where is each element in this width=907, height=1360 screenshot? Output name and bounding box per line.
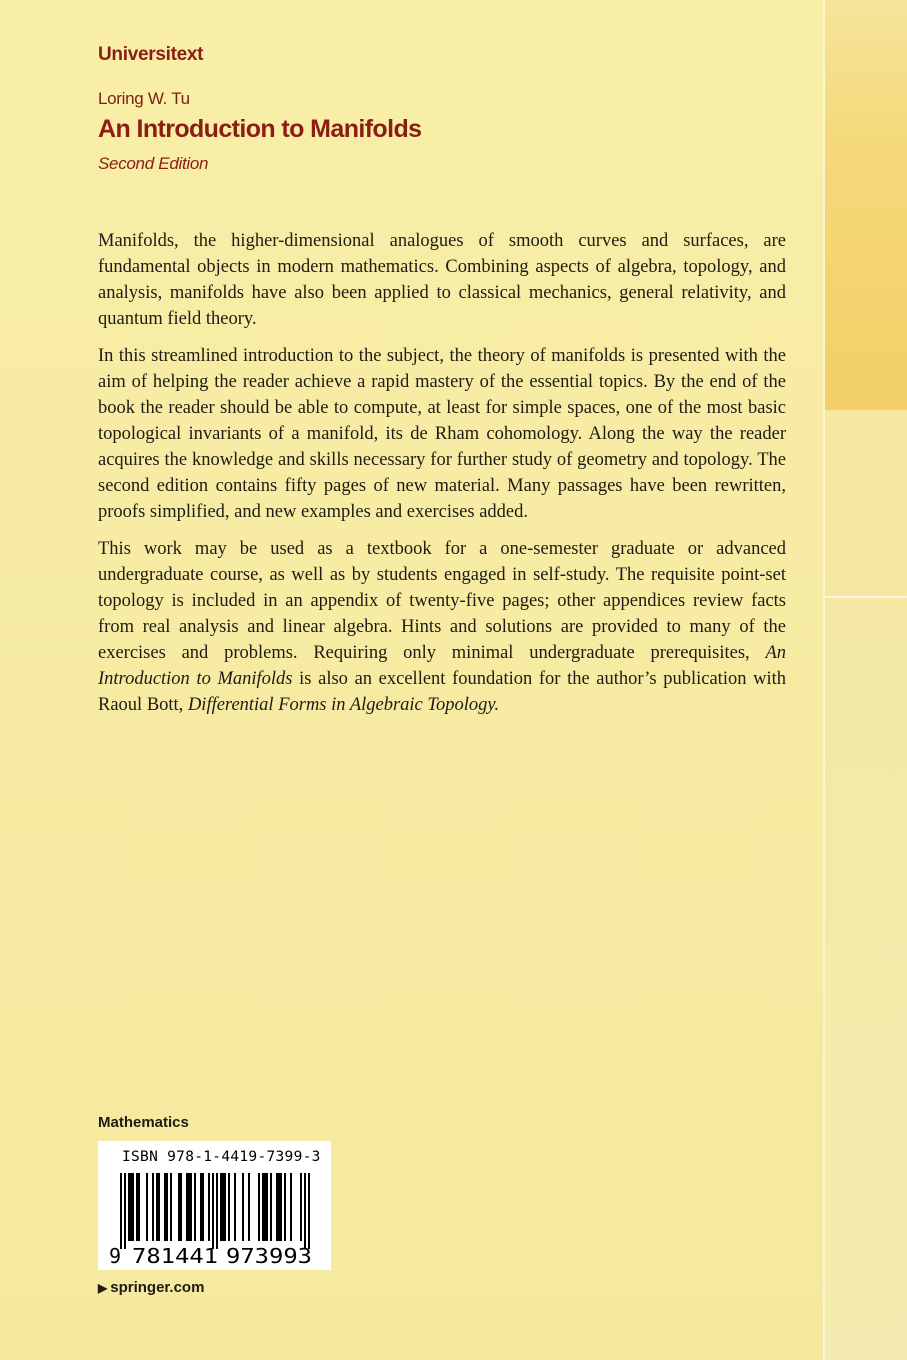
barcode-bar [180, 1173, 182, 1241]
book-title: An Introduction to Manifolds [98, 115, 422, 143]
subject-category: Mathematics [98, 1114, 189, 1131]
barcode-bar [222, 1173, 224, 1241]
barcode-bar [166, 1173, 168, 1241]
description-paragraph-1: Manifolds, the higher-dimensional analogues of smooth curves and surfaces, are fundamental objects in modern mathematics. Combining aspects of algebra, topology, and analysis, manifolds have also been applied to classical mechanics, general relativity, and quantum field theory. [98, 231, 786, 329]
barcode-bar [124, 1173, 126, 1249]
barcode-bar [308, 1173, 310, 1249]
arrow-right-icon: ▶ [98, 1281, 108, 1295]
book-title-reference: An Introduction to Manifolds [98, 643, 786, 689]
barcode-bar [228, 1173, 230, 1241]
barcode-left-digits: 781441 [132, 1244, 218, 1267]
barcode-first-digit: 9 [109, 1244, 122, 1267]
author-name: Loring W. Tu [98, 89, 190, 108]
related-book-reference: Differential Forms in Algebraic Topology. [187, 695, 500, 715]
website-label: springer.com [110, 1279, 205, 1296]
barcode-bar [216, 1173, 218, 1249]
isbn-barcode [98, 1141, 331, 1270]
barcode-bar [262, 1173, 264, 1241]
barcode-bar [280, 1173, 282, 1241]
barcode-bar [248, 1173, 250, 1241]
barcode-bar [278, 1173, 280, 1241]
series-name: Universitext [98, 44, 204, 65]
barcode-bar [186, 1173, 188, 1241]
barcode-bar [270, 1173, 272, 1241]
barcode-bar [152, 1173, 154, 1241]
barcode-right-digits: 973993 [226, 1244, 312, 1267]
book-description [98, 228, 786, 729]
paragraph-3-text-a: This work may be used as a textbook for a one-semester graduate or advanced undergraduate course, as well as by students engaged in self-study. The requisite point-set topology is included in an appendix of twenty-five pages; other appendices review facts from real analysis and linear algebra. Hints and solutions are provided to many of the exercises and problems. Requiring only minimal undergraduate prerequisites, [98, 539, 786, 663]
isbn-number: ISBN 978-1-4419-7399-3 [122, 1149, 321, 1165]
barcode-bar [290, 1173, 292, 1241]
barcode-bar [120, 1173, 122, 1249]
spine-color-band [825, 0, 907, 410]
barcode-bar [266, 1173, 268, 1241]
barcode-bar [156, 1173, 158, 1241]
barcode-bar [188, 1173, 190, 1241]
barcode-icon [108, 1171, 324, 1267]
paragraph-3-text-b: is also an excellent foundation for the author’s publication with Raoul Bott, [98, 669, 786, 715]
barcode-bar [130, 1173, 132, 1241]
barcode-bar [136, 1173, 138, 1241]
barcode-bar [202, 1173, 204, 1241]
barcode-bar [138, 1173, 140, 1241]
barcode-bar [170, 1173, 172, 1241]
barcode-bar [128, 1173, 130, 1241]
barcode-bar [132, 1173, 134, 1241]
barcode-bar [304, 1173, 306, 1249]
barcode-bar [200, 1173, 202, 1241]
barcode-bar [242, 1173, 244, 1241]
barcode-bar [224, 1173, 226, 1241]
edition-label: Second Edition [98, 154, 209, 173]
barcode-bar [234, 1173, 236, 1241]
barcode-bar [178, 1173, 180, 1241]
description-paragraph-3 [98, 536, 786, 718]
barcode-bar [276, 1173, 278, 1241]
barcode-bar [208, 1173, 210, 1241]
spine-lower-panel [825, 598, 907, 1360]
barcode-bar [146, 1173, 148, 1241]
barcode-bar [300, 1173, 302, 1241]
publisher-website[interactable] [98, 1279, 204, 1296]
barcode-bar [158, 1173, 160, 1241]
barcode-bar [220, 1173, 222, 1241]
spine-divider [825, 596, 907, 598]
barcode-bar [264, 1173, 266, 1241]
barcode-bar [164, 1173, 166, 1241]
barcode-bar [190, 1173, 192, 1241]
description-paragraph-2: In this streamlined introduction to the subject, the theory of manifolds is presented with the aim of helping the reader achieve a rapid mastery of the essential topics. By the end of the book the reader should be able to compute, at least for simple spaces, one of the most basic topological invariants of a manifold, its de Rham cohomology. Along the way the reader acquires the knowledge and skills necessary for further study of geometry and topology. The second edition contains fifty pages of new material. Many passages have been rewritten, proofs simplified, and new examples and exercises added. [98, 346, 786, 522]
barcode-bar [194, 1173, 196, 1241]
barcode-bar [212, 1173, 214, 1249]
barcode-bar [258, 1173, 260, 1241]
barcode-bar [284, 1173, 286, 1241]
